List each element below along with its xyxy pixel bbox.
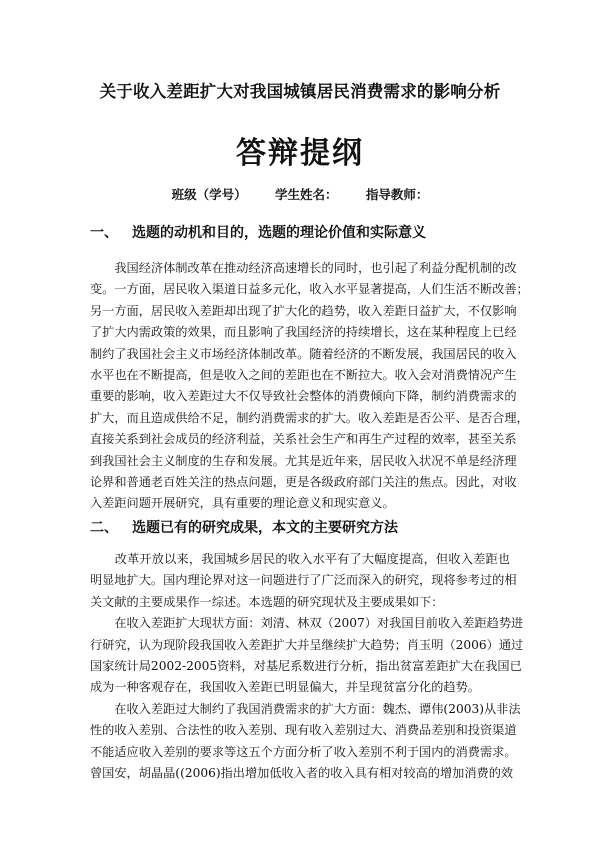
body-line: 入差距问题开展研究，具有重要的理论意义和现实意义。 [90, 496, 395, 511]
body-line: 直接关系到社会成员的经济利益，关系社会生产和再生产过程的效率，甚至关系 [90, 432, 517, 447]
section-2-title: 选题已有的研究成果，本文的主要研究方法 [132, 520, 398, 536]
section-1-number: 一、 [90, 225, 118, 241]
body-line: 国家统计局2002-2005资料，对基尼系数进行分析，指出贫富差距扩大在我国已 [90, 659, 522, 674]
body-line: 成为一种客观存在，我国收入差距已明显偏大，并呈现贫富分化的趋势。 [90, 680, 480, 695]
document-subtitle: 答辩提纲 [236, 136, 364, 171]
body-line: 性的收入差别、合法性的收入差别、现有收入差别过大、消费品差别和投资渠道 [90, 723, 517, 738]
student-name-label: 学生姓名： [274, 187, 338, 202]
body-line: 我国经济体制改革在推动经济高速增长的同时，也引起了利益分配机制的改 [90, 261, 517, 275]
class-label: 班级（学号） [171, 187, 247, 202]
body-line: 论界和普通老百姓关注的热点问题，更是各级政府部门关注的焦点。因此，对收 [90, 475, 517, 490]
body-line: 在收入差距扩大现状方面：刘清、林双（2007）对我国目前收入差距趋势进 [90, 616, 524, 631]
body-line: 变。一方面，居民收入渠道日益多元化，收入水平显著提高，人们生活不断改善； [90, 282, 529, 297]
body-line: 水平也在不断提高，但是收入之间的差距也在不断拉大。收入会对消费情况产生 [90, 368, 517, 383]
section-1-title: 选题的动机和目的，选题的理论价值和实际意义 [132, 225, 426, 241]
body-line: 重要的影响，收入差距过大不仅导致社会整体的消费倾向下降，制约消费需求的 [90, 389, 517, 404]
student-info-line [0, 185, 600, 203]
body-line: 到我国社会主义制度的生存和发展。尤其是近年来，居民收入状况不单是经济理 [90, 453, 517, 468]
section-1-heading [90, 222, 426, 242]
body-line: 制约了我国社会主义市场经济体制改革。随着经济的不断发展，我国居民的收入 [90, 346, 517, 361]
section-1-body [90, 258, 529, 515]
section-2-heading [90, 517, 398, 537]
body-line: 关文献的主要成果作一综述。本选题的研究现状及主要成果如下： [90, 594, 444, 609]
body-line: 曾国安，胡晶晶((2006)指出增加低收入者的收入具有相对较高的增加消费的效 [90, 766, 514, 781]
body-line: 另一方面，居民收入差距却出现了扩大化的趋势，收入差距日益扩大，不仅影响 [90, 303, 517, 318]
body-line: 改革开放以来，我国城乡居民的收入水平有了大幅度提高，但收入差距也 [90, 552, 510, 566]
document-title: 关于收入差距扩大对我国城镇居民消费需求的影响分析 [99, 82, 501, 101]
body-line: 不能适应收入差别的要求等这五个方面分析了收入差别不利于国内的消费需求。 [90, 744, 517, 759]
body-line: 行研究，认为现阶段我国收入差距扩大并呈继续扩大趋势；肖玉明（2006）通过 [90, 637, 524, 652]
body-line: 明显地扩大。国内理论界对这一问题进行了广泛而深入的研究，现将参考过的相 [90, 573, 517, 588]
body-line: 在收入差距过大制约了我国消费需求的扩大方面：魏杰、谭伟(2003)从非法 [90, 701, 521, 716]
advisor-label: 指导教师： [365, 187, 429, 202]
body-line: 扩大，而且造成供给不足，制约消费需求的扩大。收入差距是否公平、是否合理， [90, 410, 529, 425]
body-line: 了扩大内需政策的效果，而且影响了我国经济的持续增长，这在某种程度上已经 [90, 325, 517, 340]
section-2-number: 二、 [90, 520, 118, 536]
section-2-body [90, 549, 524, 784]
